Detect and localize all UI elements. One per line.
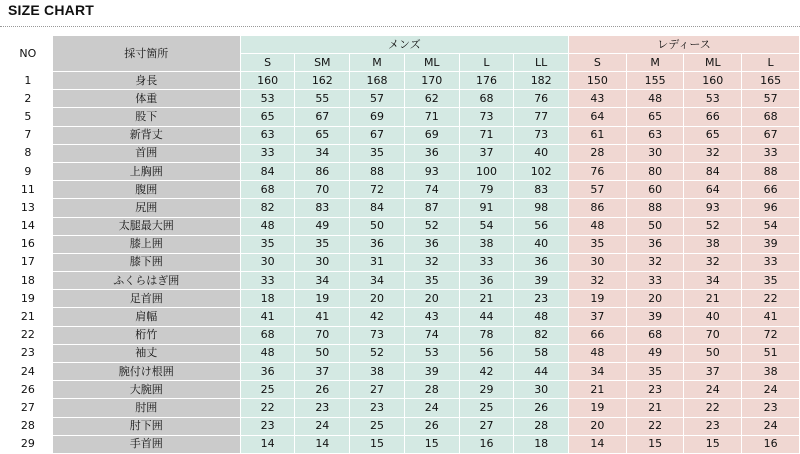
table-row [4,108,800,126]
mens-value-cell: 68 [459,90,514,108]
ladies-value-cell: 165 [742,72,800,90]
mens-value-cell: 162 [295,72,350,90]
ladies-value-cell: 35 [742,272,800,290]
ladies-value-cell: 38 [742,363,800,381]
mens-value-cell: 52 [350,344,405,362]
row-no: 26 [4,381,52,399]
ladies-value-cell: 37 [684,363,742,381]
mens-value-cell: 70 [295,181,350,199]
ladies-value-cell: 76 [569,162,627,180]
ladies-value-cell: 43 [569,90,627,108]
row-part: 腕付け根囲 [52,363,240,381]
mens-value-cell: 37 [295,363,350,381]
ladies-value-cell: 33 [742,253,800,271]
header-ladies: レディース [569,36,800,54]
mens-size-header: S [240,54,295,72]
mens-value-cell: 69 [404,126,459,144]
mens-value-cell: 53 [240,90,295,108]
mens-value-cell: 71 [404,108,459,126]
row-part: 膝上囲 [52,235,240,253]
mens-value-cell: 84 [240,162,295,180]
mens-value-cell: 56 [459,344,514,362]
mens-value-cell: 24 [404,399,459,417]
mens-value-cell: 38 [350,363,405,381]
ladies-value-cell: 28 [569,144,627,162]
row-no: 28 [4,417,52,435]
ladies-value-cell: 15 [684,435,742,453]
ladies-value-cell: 30 [626,144,684,162]
title-divider [0,26,800,27]
mens-value-cell: 30 [240,253,295,271]
mens-value-cell: 91 [459,199,514,217]
mens-value-cell: 68 [240,181,295,199]
mens-value-cell: 160 [240,72,295,90]
ladies-value-cell: 32 [569,272,627,290]
ladies-value-cell: 20 [626,290,684,308]
row-no: 24 [4,363,52,381]
mens-value-cell: 83 [514,181,569,199]
mens-value-cell: 98 [514,199,569,217]
ladies-value-cell: 60 [626,181,684,199]
ladies-value-cell: 67 [742,126,800,144]
row-no: 27 [4,399,52,417]
mens-value-cell: 28 [514,417,569,435]
ladies-value-cell: 22 [742,290,800,308]
row-part: 首囲 [52,144,240,162]
mens-value-cell: 65 [295,126,350,144]
mens-value-cell: 36 [404,235,459,253]
row-part: 肘下囲 [52,417,240,435]
mens-value-cell: 71 [459,126,514,144]
row-part: 身長 [52,72,240,90]
ladies-value-cell: 48 [626,90,684,108]
mens-value-cell: 14 [240,435,295,453]
ladies-value-cell: 88 [742,162,800,180]
table-row [4,344,800,362]
mens-value-cell: 41 [295,308,350,326]
ladies-value-cell: 48 [569,344,627,362]
row-part: 股下 [52,108,240,126]
size-chart-table [4,36,800,454]
ladies-value-cell: 66 [684,108,742,126]
mens-value-cell: 55 [295,90,350,108]
row-part: 袖丈 [52,344,240,362]
mens-value-cell: 18 [240,290,295,308]
mens-value-cell: 73 [459,108,514,126]
mens-value-cell: 26 [404,417,459,435]
ladies-value-cell: 23 [684,417,742,435]
mens-value-cell: 25 [459,399,514,417]
ladies-value-cell: 36 [626,235,684,253]
mens-value-cell: 36 [350,235,405,253]
table-row [4,435,800,453]
mens-value-cell: 170 [404,72,459,90]
table-row [4,181,800,199]
table-row [4,144,800,162]
row-part: 尻囲 [52,199,240,217]
mens-value-cell: 182 [514,72,569,90]
header-part: 採寸箇所 [52,36,240,72]
mens-value-cell: 34 [295,272,350,290]
row-no: 19 [4,290,52,308]
ladies-value-cell: 68 [626,326,684,344]
table-row [4,90,800,108]
mens-value-cell: 35 [240,235,295,253]
ladies-value-cell: 39 [742,235,800,253]
mens-size-header: M [350,54,405,72]
mens-value-cell: 28 [404,381,459,399]
mens-value-cell: 33 [459,253,514,271]
mens-value-cell: 16 [459,435,514,453]
mens-value-cell: 40 [514,144,569,162]
table-row [4,126,800,144]
mens-value-cell: 30 [514,381,569,399]
mens-value-cell: 31 [350,253,405,271]
row-no: 1 [4,72,52,90]
ladies-size-header: ML [684,54,742,72]
mens-value-cell: 50 [350,217,405,235]
row-part: 太腿最大囲 [52,217,240,235]
table-row [4,417,800,435]
ladies-value-cell: 61 [569,126,627,144]
page-title: SIZE CHART [8,2,94,18]
mens-value-cell: 35 [404,272,459,290]
ladies-value-cell: 32 [684,253,742,271]
ladies-value-cell: 86 [569,199,627,217]
table-row [4,72,800,90]
mens-value-cell: 20 [404,290,459,308]
ladies-value-cell: 35 [569,235,627,253]
mens-value-cell: 74 [404,326,459,344]
ladies-value-cell: 24 [742,417,800,435]
row-part: 大腕囲 [52,381,240,399]
mens-size-header: LL [514,54,569,72]
ladies-value-cell: 38 [684,235,742,253]
ladies-value-cell: 24 [684,381,742,399]
ladies-value-cell: 21 [626,399,684,417]
mens-value-cell: 42 [459,363,514,381]
mens-value-cell: 68 [240,326,295,344]
mens-size-header: SM [295,54,350,72]
ladies-value-cell: 84 [684,162,742,180]
mens-value-cell: 79 [459,181,514,199]
row-no: 21 [4,308,52,326]
ladies-value-cell: 24 [742,381,800,399]
ladies-value-cell: 54 [742,217,800,235]
ladies-value-cell: 66 [742,181,800,199]
ladies-value-cell: 23 [742,399,800,417]
ladies-value-cell: 51 [742,344,800,362]
row-no: 11 [4,181,52,199]
ladies-value-cell: 48 [569,217,627,235]
ladies-value-cell: 22 [684,399,742,417]
mens-value-cell: 73 [514,126,569,144]
mens-value-cell: 86 [295,162,350,180]
ladies-value-cell: 14 [569,435,627,453]
mens-value-cell: 26 [514,399,569,417]
ladies-value-cell: 19 [569,290,627,308]
mens-value-cell: 72 [350,181,405,199]
row-no: 16 [4,235,52,253]
mens-value-cell: 102 [514,162,569,180]
row-part: 肘囲 [52,399,240,417]
mens-value-cell: 168 [350,72,405,90]
mens-value-cell: 36 [459,272,514,290]
mens-value-cell: 33 [240,272,295,290]
row-no: 13 [4,199,52,217]
ladies-value-cell: 37 [569,308,627,326]
mens-value-cell: 37 [459,144,514,162]
ladies-size-header: M [626,54,684,72]
mens-value-cell: 69 [350,108,405,126]
mens-value-cell: 34 [350,272,405,290]
mens-value-cell: 39 [514,272,569,290]
ladies-value-cell: 21 [569,381,627,399]
ladies-value-cell: 22 [626,417,684,435]
ladies-value-cell: 57 [742,90,800,108]
mens-value-cell: 21 [459,290,514,308]
table-row [4,253,800,271]
row-part: 手首囲 [52,435,240,453]
ladies-value-cell: 32 [684,144,742,162]
row-no: 2 [4,90,52,108]
mens-value-cell: 48 [240,217,295,235]
mens-value-cell: 62 [404,90,459,108]
mens-value-cell: 52 [404,217,459,235]
mens-value-cell: 78 [459,326,514,344]
mens-value-cell: 70 [295,326,350,344]
row-no: 8 [4,144,52,162]
mens-value-cell: 23 [514,290,569,308]
mens-value-cell: 176 [459,72,514,90]
ladies-value-cell: 15 [626,435,684,453]
mens-value-cell: 54 [459,217,514,235]
row-no: 17 [4,253,52,271]
mens-value-cell: 39 [404,363,459,381]
ladies-value-cell: 34 [684,272,742,290]
mens-value-cell: 43 [404,308,459,326]
mens-value-cell: 63 [240,126,295,144]
ladies-size-header: S [569,54,627,72]
ladies-value-cell: 64 [569,108,627,126]
mens-value-cell: 23 [350,399,405,417]
mens-value-cell: 53 [404,344,459,362]
mens-value-cell: 22 [240,399,295,417]
mens-value-cell: 57 [350,90,405,108]
ladies-value-cell: 150 [569,72,627,90]
ladies-value-cell: 49 [626,344,684,362]
mens-value-cell: 29 [459,381,514,399]
mens-value-cell: 36 [404,144,459,162]
ladies-value-cell: 88 [626,199,684,217]
mens-size-header: L [459,54,514,72]
header-no: NO [4,36,52,72]
row-part: 腹囲 [52,181,240,199]
ladies-value-cell: 33 [626,272,684,290]
mens-value-cell: 82 [240,199,295,217]
mens-value-cell: 25 [350,417,405,435]
row-no: 14 [4,217,52,235]
row-part: 膝下囲 [52,253,240,271]
row-part: 体重 [52,90,240,108]
mens-value-cell: 44 [459,308,514,326]
row-no: 9 [4,162,52,180]
mens-value-cell: 24 [295,417,350,435]
mens-value-cell: 44 [514,363,569,381]
mens-value-cell: 93 [404,162,459,180]
row-no: 18 [4,272,52,290]
mens-value-cell: 36 [514,253,569,271]
table-row [4,162,800,180]
ladies-value-cell: 30 [569,253,627,271]
mens-value-cell: 23 [240,417,295,435]
table-row [4,290,800,308]
mens-value-cell: 20 [350,290,405,308]
mens-value-cell: 36 [240,363,295,381]
ladies-value-cell: 40 [684,308,742,326]
ladies-value-cell: 63 [626,126,684,144]
mens-value-cell: 18 [514,435,569,453]
row-no: 22 [4,326,52,344]
ladies-value-cell: 65 [684,126,742,144]
mens-value-cell: 49 [295,217,350,235]
row-no: 7 [4,126,52,144]
mens-value-cell: 77 [514,108,569,126]
ladies-value-cell: 155 [626,72,684,90]
table-row [4,308,800,326]
ladies-value-cell: 34 [569,363,627,381]
table-row [4,399,800,417]
row-no: 29 [4,435,52,453]
row-part: 足首囲 [52,290,240,308]
ladies-value-cell: 19 [569,399,627,417]
mens-value-cell: 35 [350,144,405,162]
mens-value-cell: 74 [404,181,459,199]
mens-value-cell: 15 [350,435,405,453]
mens-value-cell: 25 [240,381,295,399]
mens-value-cell: 32 [404,253,459,271]
ladies-value-cell: 50 [684,344,742,362]
mens-value-cell: 88 [350,162,405,180]
mens-value-cell: 27 [459,417,514,435]
row-part: ふくらはぎ囲 [52,272,240,290]
mens-value-cell: 23 [295,399,350,417]
mens-value-cell: 41 [240,308,295,326]
table-row [4,326,800,344]
mens-value-cell: 40 [514,235,569,253]
ladies-value-cell: 66 [569,326,627,344]
ladies-value-cell: 39 [626,308,684,326]
ladies-value-cell: 33 [742,144,800,162]
ladies-value-cell: 41 [742,308,800,326]
mens-value-cell: 67 [350,126,405,144]
mens-value-cell: 26 [295,381,350,399]
ladies-value-cell: 50 [626,217,684,235]
ladies-value-cell: 21 [684,290,742,308]
mens-value-cell: 14 [295,435,350,453]
row-part: 桁竹 [52,326,240,344]
mens-value-cell: 15 [404,435,459,453]
mens-value-cell: 27 [350,381,405,399]
ladies-value-cell: 80 [626,162,684,180]
mens-value-cell: 84 [350,199,405,217]
mens-value-cell: 87 [404,199,459,217]
ladies-value-cell: 96 [742,199,800,217]
row-part: 新背丈 [52,126,240,144]
table-row [4,199,800,217]
mens-value-cell: 82 [514,326,569,344]
ladies-value-cell: 64 [684,181,742,199]
ladies-value-cell: 32 [626,253,684,271]
mens-value-cell: 76 [514,90,569,108]
header-row-groups [4,36,800,54]
header-mens: メンズ [240,36,568,54]
row-no: 5 [4,108,52,126]
mens-value-cell: 19 [295,290,350,308]
table-row [4,235,800,253]
mens-value-cell: 48 [240,344,295,362]
ladies-value-cell: 93 [684,199,742,217]
mens-value-cell: 48 [514,308,569,326]
ladies-value-cell: 53 [684,90,742,108]
mens-value-cell: 42 [350,308,405,326]
mens-value-cell: 65 [240,108,295,126]
table-row [4,272,800,290]
row-part: 肩幅 [52,308,240,326]
mens-value-cell: 56 [514,217,569,235]
table-row [4,381,800,399]
row-no: 23 [4,344,52,362]
table-row [4,363,800,381]
mens-value-cell: 67 [295,108,350,126]
mens-value-cell: 34 [295,144,350,162]
ladies-value-cell: 16 [742,435,800,453]
ladies-value-cell: 68 [742,108,800,126]
ladies-value-cell: 57 [569,181,627,199]
ladies-size-header: L [742,54,800,72]
mens-value-cell: 58 [514,344,569,362]
ladies-value-cell: 65 [626,108,684,126]
mens-value-cell: 100 [459,162,514,180]
ladies-value-cell: 35 [626,363,684,381]
mens-value-cell: 38 [459,235,514,253]
ladies-value-cell: 23 [626,381,684,399]
mens-value-cell: 73 [350,326,405,344]
row-part: 上胸囲 [52,162,240,180]
mens-value-cell: 50 [295,344,350,362]
mens-size-header: ML [404,54,459,72]
mens-value-cell: 83 [295,199,350,217]
mens-value-cell: 35 [295,235,350,253]
ladies-value-cell: 72 [742,326,800,344]
table-row [4,217,800,235]
mens-value-cell: 30 [295,253,350,271]
ladies-value-cell: 20 [569,417,627,435]
ladies-value-cell: 52 [684,217,742,235]
ladies-value-cell: 160 [684,72,742,90]
mens-value-cell: 33 [240,144,295,162]
ladies-value-cell: 70 [684,326,742,344]
